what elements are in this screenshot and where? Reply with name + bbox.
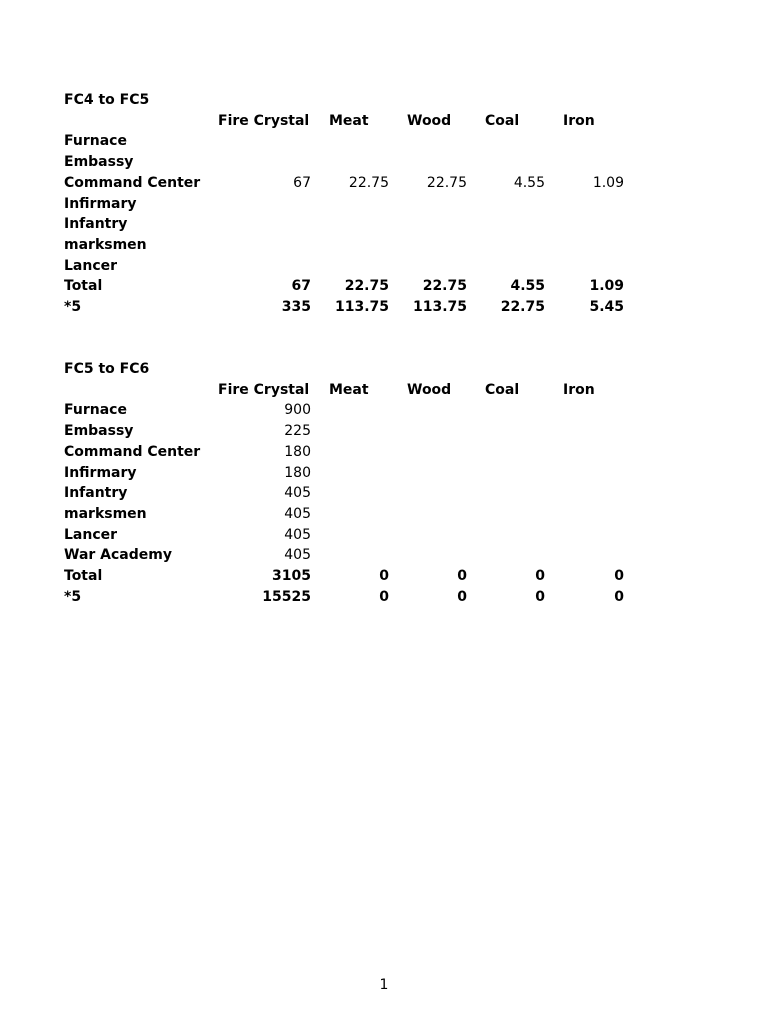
cell <box>311 152 389 173</box>
total-row <box>64 566 624 587</box>
cell: 22.75 <box>344 278 389 295</box>
cell <box>467 256 545 277</box>
cell: 0 <box>614 568 624 585</box>
cell <box>545 256 624 277</box>
row-label: War Academy <box>64 547 172 564</box>
cell: 22.75 <box>500 299 545 316</box>
cell <box>389 194 467 215</box>
cell <box>389 214 467 235</box>
cell <box>389 463 467 484</box>
table-row <box>64 235 624 256</box>
cell <box>311 504 389 525</box>
cell <box>311 525 389 546</box>
table-row <box>64 525 624 546</box>
column-header-wood: Wood <box>407 381 452 398</box>
row-label: Command Center <box>64 443 201 460</box>
row-label: Infirmary <box>64 464 137 481</box>
cell: 0 <box>379 588 389 605</box>
cell: 180 <box>284 464 311 481</box>
row-label: Total <box>64 568 103 585</box>
table-row <box>64 194 624 215</box>
cell <box>389 152 467 173</box>
cell <box>311 545 389 566</box>
cell: 405 <box>284 526 311 543</box>
table-row <box>64 545 624 566</box>
section-title: FC4 to FC5 <box>64 92 150 108</box>
cell: 0 <box>535 588 545 605</box>
cell <box>311 235 389 256</box>
cell <box>311 400 389 421</box>
cell <box>467 214 545 235</box>
column-header-fire-crystal: Fire Crystal <box>218 112 310 129</box>
column-header-coal: Coal <box>485 381 520 398</box>
cell <box>311 131 389 152</box>
cell <box>217 256 311 277</box>
page-number: 1 <box>379 977 389 993</box>
cell: 22.75 <box>422 278 467 295</box>
table-row <box>64 463 624 484</box>
times-five-row <box>64 297 624 318</box>
cell <box>545 525 624 546</box>
cell <box>545 442 624 463</box>
cell <box>545 463 624 484</box>
column-header-meat: Meat <box>329 381 369 398</box>
row-label: marksmen <box>64 505 147 522</box>
table-row <box>64 400 624 421</box>
row-label: Lancer <box>64 526 118 543</box>
times-five-row <box>64 587 624 608</box>
cell: 22.75 <box>426 174 467 191</box>
header-row <box>64 111 624 132</box>
cell <box>389 545 467 566</box>
cell: 0 <box>535 568 545 585</box>
table-row <box>64 421 624 442</box>
cell <box>467 421 545 442</box>
cell: 22.75 <box>348 174 389 191</box>
cell <box>545 504 624 525</box>
cell: 225 <box>284 423 311 440</box>
section-title-row <box>64 359 624 380</box>
row-label: Infantry <box>64 216 128 233</box>
cell: 15525 <box>262 588 311 605</box>
cell <box>311 421 389 442</box>
cell: 405 <box>284 485 311 502</box>
row-label: Embassy <box>64 154 134 171</box>
cell <box>311 194 389 215</box>
fc5-to-fc6-table <box>64 359 624 607</box>
cell <box>389 483 467 504</box>
row-label: Lancer <box>64 257 118 274</box>
cell: 900 <box>284 402 311 419</box>
cell <box>545 483 624 504</box>
cell: 67 <box>291 278 311 295</box>
cell: 0 <box>379 568 389 585</box>
cell <box>217 235 311 256</box>
cell <box>217 194 311 215</box>
cell: 1.09 <box>589 278 624 295</box>
cell: 5.45 <box>589 299 624 316</box>
row-label: marksmen <box>64 236 147 253</box>
cell <box>545 400 624 421</box>
table-row <box>64 504 624 525</box>
table-row <box>64 442 624 463</box>
cell: 0 <box>614 588 624 605</box>
cell <box>311 483 389 504</box>
row-label: Infirmary <box>64 195 137 212</box>
row-label: Furnace <box>64 133 127 150</box>
column-header-fire-crystal: Fire Crystal <box>218 381 310 398</box>
cell: 180 <box>284 443 311 460</box>
cell: 4.55 <box>510 278 545 295</box>
cell <box>217 131 311 152</box>
cell <box>389 256 467 277</box>
cell <box>467 131 545 152</box>
row-label: Furnace <box>64 402 127 419</box>
cell <box>467 504 545 525</box>
row-label: Total <box>64 278 103 295</box>
cell <box>217 152 311 173</box>
cell: 405 <box>284 547 311 564</box>
cell <box>467 442 545 463</box>
cell <box>467 194 545 215</box>
cell <box>389 421 467 442</box>
cell <box>545 131 624 152</box>
cell <box>311 442 389 463</box>
column-header-meat: Meat <box>329 112 369 129</box>
table-row <box>64 214 624 235</box>
fc4-to-fc5-table <box>64 90 624 318</box>
cell: 3105 <box>272 568 311 585</box>
column-header-iron: Iron <box>563 381 595 398</box>
cell <box>467 545 545 566</box>
section-title: FC5 to FC6 <box>64 361 150 377</box>
cell: 113.75 <box>334 299 389 316</box>
column-header-iron: Iron <box>563 112 595 129</box>
row-label: Infantry <box>64 485 128 502</box>
row-label: Command Center <box>64 174 201 191</box>
cell <box>545 214 624 235</box>
total-row <box>64 276 624 297</box>
cell <box>545 152 624 173</box>
cell <box>467 400 545 421</box>
row-label: *5 <box>64 588 82 605</box>
cell: 0 <box>457 588 467 605</box>
cell <box>389 131 467 152</box>
cell <box>545 194 624 215</box>
cell <box>467 483 545 504</box>
cell <box>545 545 624 566</box>
cell <box>467 235 545 256</box>
cell <box>467 152 545 173</box>
row-label: Embassy <box>64 423 134 440</box>
table-row <box>64 256 624 277</box>
cell <box>311 463 389 484</box>
cell: 113.75 <box>412 299 467 316</box>
table-row <box>64 483 624 504</box>
cell <box>545 421 624 442</box>
cell <box>545 235 624 256</box>
section-title-row <box>64 90 624 111</box>
cell <box>217 214 311 235</box>
cell <box>389 504 467 525</box>
column-header-coal: Coal <box>485 112 520 129</box>
cell <box>389 442 467 463</box>
cell <box>467 463 545 484</box>
cell: 0 <box>457 568 467 585</box>
cell <box>311 256 389 277</box>
column-header-wood: Wood <box>407 112 452 129</box>
table-row <box>64 131 624 152</box>
cell: 4.55 <box>513 174 545 191</box>
cell <box>467 525 545 546</box>
table-row <box>64 152 624 173</box>
cell <box>311 214 389 235</box>
table-row <box>64 173 624 194</box>
cell: 335 <box>281 299 311 316</box>
header-row <box>64 380 624 401</box>
cell: 67 <box>293 174 311 191</box>
cell: 1.09 <box>592 174 624 191</box>
cell <box>389 400 467 421</box>
cell: 405 <box>284 505 311 522</box>
cell <box>389 235 467 256</box>
cell <box>389 525 467 546</box>
row-label: *5 <box>64 299 82 316</box>
